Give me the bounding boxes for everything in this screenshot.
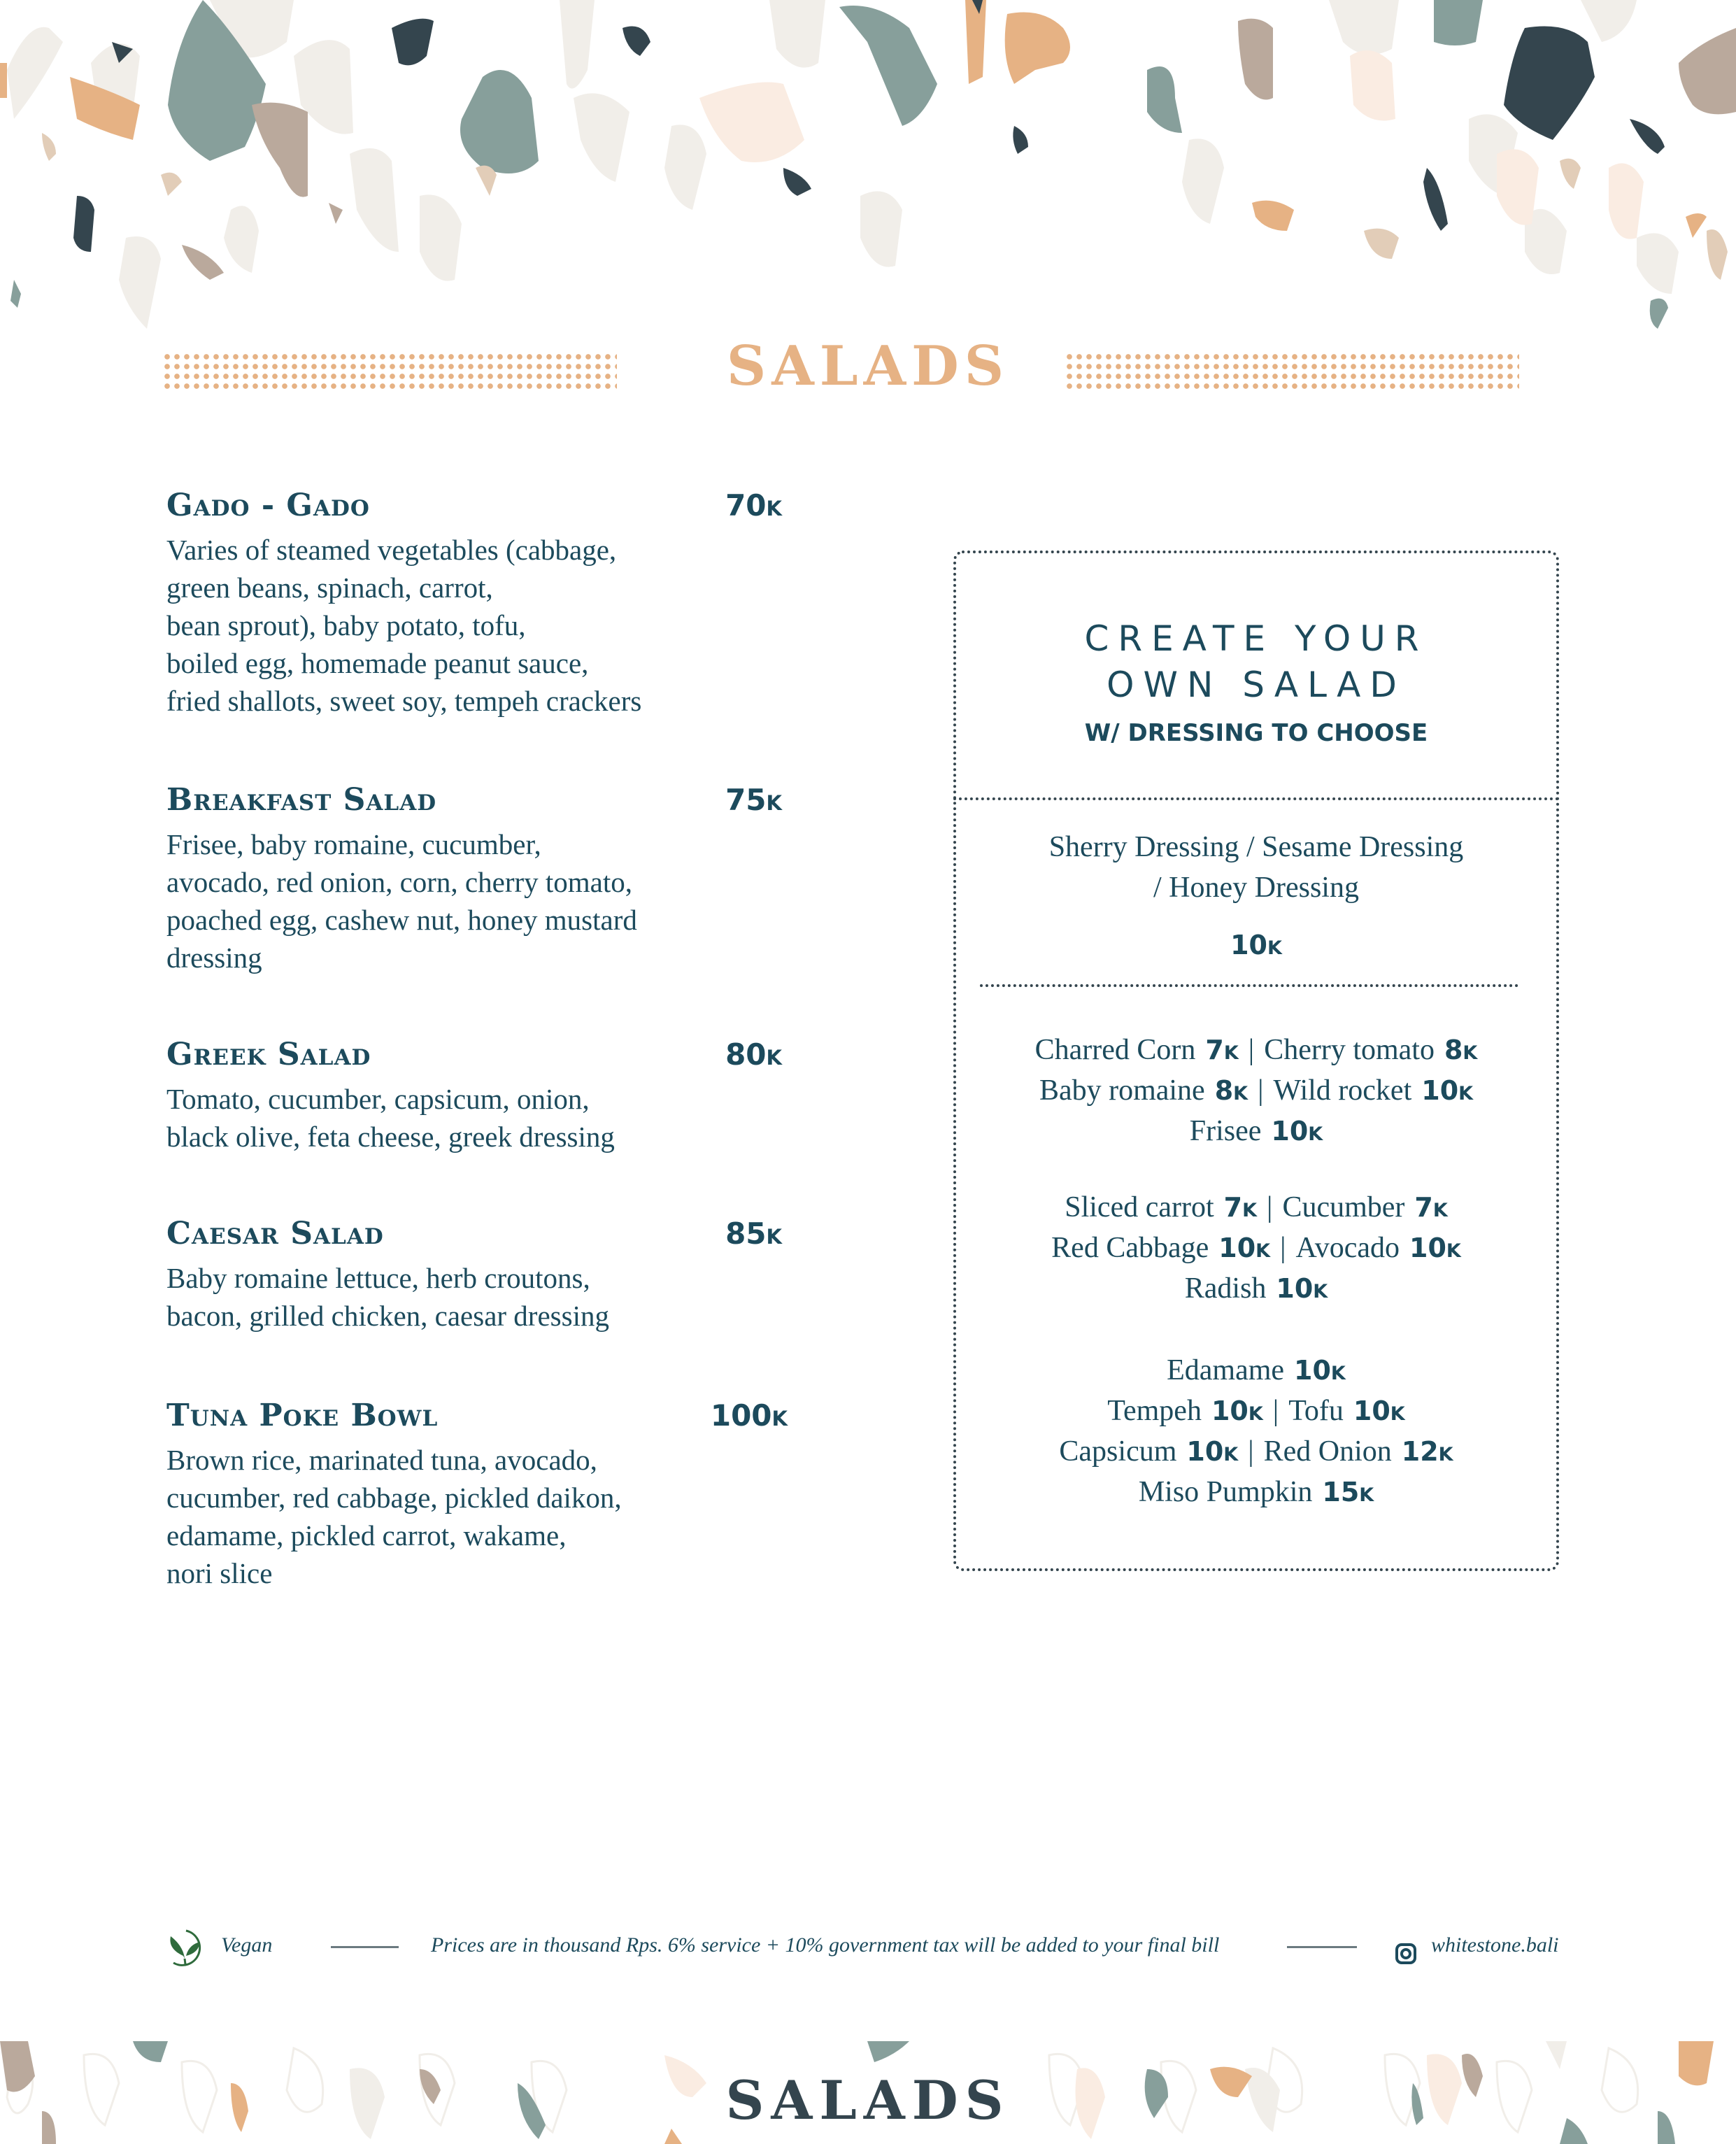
menu-item-name: Greek Salad [166, 1037, 371, 1072]
menu-item-description [166, 1441, 782, 1592]
separator: | [1280, 1232, 1286, 1264]
footer-rule-left [331, 1946, 399, 1948]
dressing-price-row [953, 925, 1559, 965]
topping-price: 8k [1214, 1075, 1248, 1106]
footer [0, 1925, 1736, 1967]
vegan-label: Vegan [221, 1933, 273, 1957]
topping-row [953, 1187, 1559, 1228]
menu-item-price: 75k [725, 783, 782, 817]
description-line: Baby romaine lettuce, herb croutons, [166, 1262, 590, 1294]
menu-item-description [166, 825, 782, 977]
topping-name: Tempeh [1107, 1395, 1202, 1427]
topping-price: 10k [1276, 1273, 1328, 1304]
menu-item-name: Caesar Salad [166, 1216, 384, 1251]
instagram-icon[interactable] [1395, 1943, 1416, 1964]
topping-name: Red Onion [1263, 1435, 1392, 1468]
topping-name: Charred Corn [1034, 1034, 1196, 1066]
leaf-icon [165, 1928, 206, 1967]
description-line: black olive, feta cheese, greek dressing [166, 1121, 615, 1153]
menu-item-description [166, 1259, 782, 1335]
topping-price: 10k [1409, 1233, 1461, 1263]
topping-name: Capsicum [1059, 1435, 1177, 1468]
menu-item-name: Gado - Gado [166, 488, 370, 523]
topping-name: Miso Pumpkin [1138, 1476, 1313, 1508]
separator: | [1248, 1435, 1254, 1468]
menu-item [166, 1396, 788, 1592]
topping-price: 7k [1205, 1035, 1239, 1065]
description-line: green beans, spinach, carrot, [166, 572, 493, 604]
menu-item-name: Tuna Poke Bowl [166, 1398, 439, 1433]
topping-price: 8k [1444, 1035, 1478, 1065]
topping-price: 15k [1322, 1477, 1374, 1507]
description-line: boiled egg, homemade peanut sauce, [166, 647, 589, 679]
topping-name: Baby romaine [1039, 1074, 1205, 1107]
separator: | [1267, 1191, 1273, 1223]
footer-pricing-note: Prices are in thousand Rps. 6% service + 10% government tax will be added to your final bill [431, 1933, 1220, 1957]
topping-row [953, 1070, 1559, 1111]
menu-item [166, 1035, 782, 1156]
menu-item [166, 486, 782, 720]
description-line: Varies of steamed vegetables (cabbage, [166, 534, 617, 566]
topping-row [953, 1268, 1559, 1309]
box-subheading: W/ DRESSING TO CHOOSE [1084, 719, 1428, 747]
topping-name: Cucumber [1282, 1191, 1405, 1223]
description-line: fried shallots, sweet soy, tempeh crackers [166, 685, 642, 717]
menu-item [166, 1214, 782, 1335]
footer-rule-right [1287, 1946, 1357, 1948]
topping-row [953, 1472, 1559, 1512]
topping-price: 10k [1211, 1396, 1263, 1426]
menu-item-price: 70k [725, 488, 782, 523]
description-line: poached egg, cashew nut, honey mustard [166, 904, 637, 936]
topping-name: Avocado [1295, 1232, 1400, 1264]
box-heading-line2: OWN SALAD [1107, 665, 1406, 705]
topping-name: Red Cabbage [1051, 1232, 1209, 1264]
description-line: bacon, grilled chicken, caesar dressing [166, 1300, 609, 1332]
topping-name: Wild rocket [1273, 1074, 1412, 1107]
topping-row [953, 1228, 1559, 1268]
topping-name: Tofu [1288, 1395, 1344, 1427]
description-line: edamame, pickled carrot, wakame, [166, 1519, 567, 1552]
description-line: Frisee, baby romaine, cucumber, [166, 828, 541, 860]
topping-price: 7k [1414, 1192, 1448, 1223]
menu-item-price: 80k [725, 1037, 782, 1072]
menu-item-description [166, 1080, 782, 1156]
menu-item-price: 100k [710, 1398, 788, 1433]
topping-row [953, 1350, 1559, 1391]
dressing-options-line2: / Honey Dressing [1153, 872, 1359, 904]
page-title: SALADS [726, 334, 1010, 398]
separator: | [1248, 1034, 1255, 1066]
topping-price: 10k [1271, 1116, 1323, 1146]
description-line: avocado, red onion, corn, cherry tomato, [166, 866, 633, 898]
description-line: nori slice [166, 1557, 273, 1589]
separator: | [1258, 1074, 1264, 1107]
topping-row [953, 1111, 1559, 1151]
description-line: cucumber, red cabbage, pickled daikon, [166, 1482, 622, 1514]
topping-price: 10k [1294, 1355, 1346, 1386]
topping-price: 10k [1218, 1233, 1271, 1263]
description-line: Brown rice, marinated tuna, avocado, [166, 1444, 597, 1476]
topping-name: Edamame [1167, 1354, 1285, 1386]
topping-price: 10k [1186, 1436, 1239, 1467]
description-line: Tomato, cucumber, capsicum, onion, [166, 1083, 590, 1115]
topping-name: Radish [1184, 1272, 1267, 1305]
box-inner-divider [980, 984, 1518, 987]
description-line: bean sprout), baby potato, tofu, [166, 609, 526, 641]
dressing-price: 10k [1230, 930, 1282, 960]
topping-price: 12k [1401, 1436, 1453, 1467]
description-line: dressing [166, 942, 262, 974]
topping-name: Cherry tomato [1264, 1034, 1435, 1066]
dressing-options-line1: Sherry Dressing / Sesame Dressing [1048, 831, 1464, 863]
topping-name: Frisee [1189, 1115, 1262, 1147]
topping-row [953, 1030, 1559, 1070]
terrazzo-top-decoration [0, 0, 1736, 350]
menu-item-price: 85k [725, 1216, 782, 1251]
topping-name: Sliced carrot [1065, 1191, 1214, 1223]
bottom-banner-title: SALADS [725, 2069, 1011, 2131]
topping-row [953, 1431, 1559, 1472]
menu-item-description [166, 531, 782, 720]
menu-item-name: Breakfast Salad [166, 782, 437, 818]
separator: | [1272, 1395, 1279, 1427]
topping-row [953, 1391, 1559, 1431]
menu-item [166, 781, 782, 977]
topping-price: 10k [1421, 1075, 1474, 1106]
box-divider [953, 797, 1559, 800]
topping-price: 7k [1223, 1192, 1258, 1223]
instagram-handle[interactable]: whitestone.bali [1431, 1933, 1559, 1957]
topping-price: 10k [1353, 1396, 1405, 1426]
box-heading-line1: CREATE YOUR [1084, 618, 1428, 659]
